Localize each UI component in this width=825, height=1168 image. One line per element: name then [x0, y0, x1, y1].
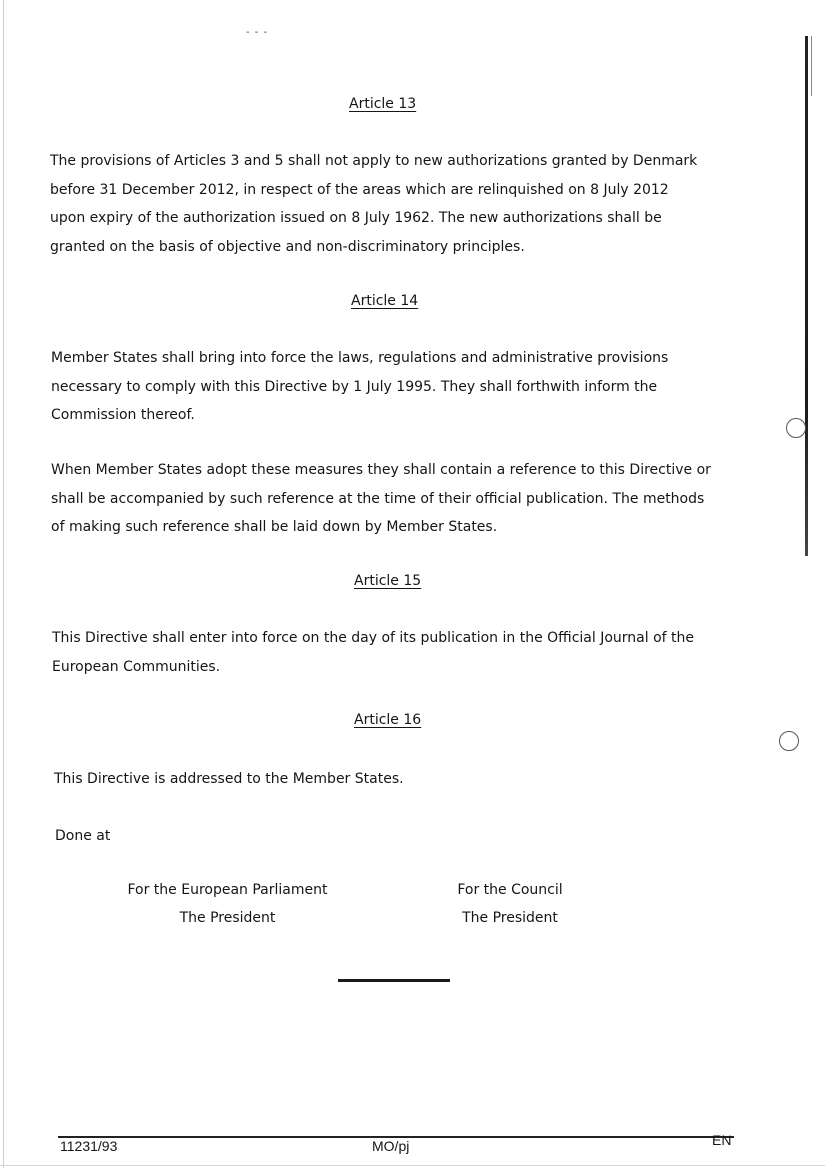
scan-binding-bar-thin: [811, 36, 812, 96]
article-13-paragraph: [50, 147, 750, 261]
article-15-heading: Article 15: [354, 573, 422, 589]
text-line: Commission thereof.: [51, 407, 195, 423]
text-line: of making such reference shall be laid down by Member States.: [51, 519, 498, 535]
signature-role: The President: [179, 910, 276, 926]
page-edge-bottom: [0, 1165, 825, 1166]
text-line: European Communities.: [52, 658, 221, 675]
text-line: granted on the basis of objective and non-discriminatory principles.: [50, 238, 525, 255]
article-16-heading: Article 16: [354, 712, 422, 728]
article-14-paragraph-2: [51, 456, 751, 542]
article-16-paragraph: [54, 765, 754, 794]
signature-role: The President: [462, 910, 558, 926]
text-line: The provisions of Articles 3 and 5 shall not apply to new authorizations granted by Denmark: [50, 153, 698, 169]
punch-hole: [779, 731, 799, 751]
top-mark: - - -: [246, 27, 269, 38]
text-line: shall be accompanied by such reference at the time of their official publication. The methods: [51, 490, 705, 507]
page-edge: [3, 0, 4, 1168]
done-at: Done at: [55, 828, 111, 844]
signature-institution: For the Council: [457, 882, 563, 898]
text-line: This Directive shall enter into force on the day of its publication in the Official Journal of the: [52, 630, 694, 646]
signature-council: [440, 876, 580, 932]
article-14-paragraph-1: [51, 344, 751, 430]
text-line: necessary to comply with this Directive by 1 July 1995. They shall forthwith inform the: [51, 378, 658, 395]
signature-european-parliament: [120, 876, 335, 932]
footer-reference: 11231/93: [60, 1138, 118, 1154]
text-line: This Directive is addressed to the Member States.: [54, 771, 404, 787]
signature-institution: For the European Parliament: [127, 882, 328, 898]
article-13-heading: Article 13: [349, 96, 417, 112]
footer-initials: MO/pj: [372, 1138, 410, 1154]
end-rule: [338, 979, 450, 982]
punch-hole: [786, 418, 806, 438]
text-line: When Member States adopt these measures they shall contain a reference to this Directive or: [51, 462, 711, 478]
footer-language: EN: [712, 1132, 732, 1148]
article-15-paragraph: [52, 624, 752, 681]
scan-binding-bar: [805, 36, 808, 556]
text-line: Member States shall bring into force the laws, regulations and administrative provisions: [51, 350, 669, 366]
text-line: before 31 December 2012, in respect of the areas which are relinquished on 8 July 2012: [50, 181, 669, 198]
text-line: upon expiry of the authorization issued on 8 July 1962. The new authorizations shall be: [50, 210, 662, 226]
article-14-heading: Article 14: [351, 293, 419, 309]
